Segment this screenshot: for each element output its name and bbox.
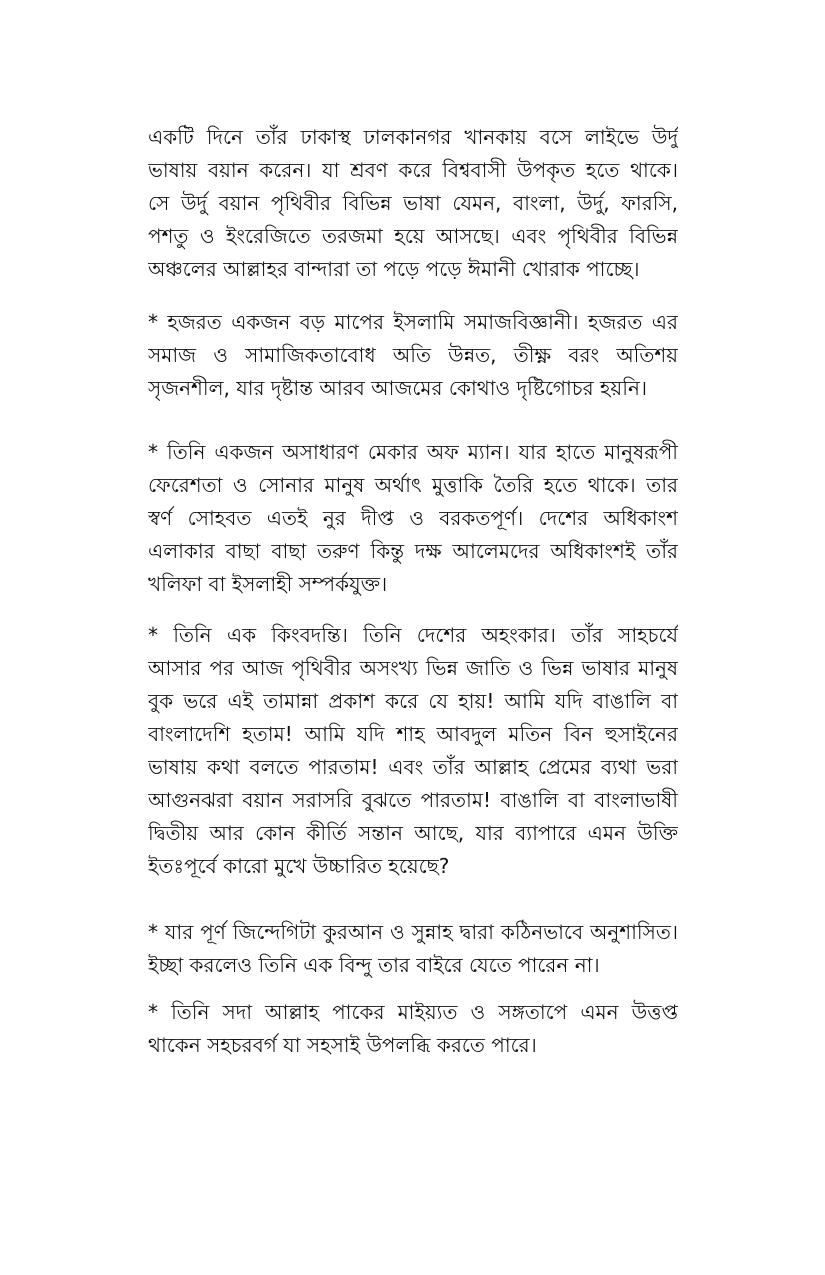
text-line: সমাজ ও সামাজিকতাবোধ অতি উন্নত, তীক্ষ্ণ বরং অতিশয় bbox=[148, 343, 678, 367]
text-line: * যার পূর্ণ জিন্দেগিটা কুরআন ও সুন্নাহ দ্বারা কঠিনভাবে অনুশাসিত। bbox=[148, 920, 678, 944]
text-line: * তিনি এক কিংবদন্তি। তিনি দেশের অহংকার। তাঁর সাহচর্যে bbox=[148, 623, 678, 647]
text-line: খলিফা বা ইসলাহী সম্পর্কযুক্ত। bbox=[148, 572, 388, 596]
text-line: * তিনি একজন অসাধারণ মেকার অফ ম্যান। যার হাতে মানুষরূপী bbox=[148, 440, 678, 464]
text-line: এলাকার বাছা বাছা তরুণ কিন্তু দক্ষ আলেমদের অধিকাংশই তাঁর bbox=[148, 539, 678, 563]
text-line: ইচ্ছা করলেও তিনি এক বিন্দু তার বাইরে যেতে পারেন না। bbox=[148, 953, 600, 977]
text-line: বাংলাদেশি হতাম! আমি যদি শাহ আবদুল মতিন বিন হুসাইনের bbox=[148, 722, 678, 746]
text-line: * তিনি সদা আল্লাহ পাকের মাইয়্যত ও সঙ্গতাপে এমন উত্তপ্ত bbox=[148, 1000, 678, 1024]
text-line: একটি দিনে তাঁর ঢাকাস্থ ঢালকানগর খানকায় বসে লাইভে উর্দু bbox=[148, 125, 678, 149]
paragraph bbox=[148, 306, 678, 405]
text-line: পশতু ও ইংরেজিতে তরজমা হয়ে আসছে। এবং পৃথিবীর বিভিন্ন bbox=[148, 224, 678, 248]
paragraph bbox=[148, 619, 678, 883]
text-line: স্বর্ণ সোহবত এতই নুর দীপ্ত ও বরকতপূর্ণ। দেশের অধিকাংশ bbox=[148, 506, 678, 530]
text-line: দ্বিতীয় আর কোন কীর্তি সন্তান আছে, যার ব্যাপারে এমন উক্তি bbox=[148, 821, 678, 845]
text-line: সৃজনশীল, যার দৃষ্টান্ত আরব আজমের কোথাও দৃষ্টিগোচর হয়নি। bbox=[148, 376, 648, 400]
text-line: ভাষায় কথা বলতে পারতাম! এবং তাঁর আল্লাহ প্রেমের ব্যথা ভরা bbox=[148, 755, 678, 779]
text-line: আসার পর আজ পৃথিবীর অসংখ্য ভিন্ন জাতি ও ভিন্ন ভাষার মানুষ bbox=[148, 656, 678, 680]
text-line: বুক ভরে এই তামান্না প্রকাশ করে যে হায়! আমি যদি বাঙালি বা bbox=[148, 689, 678, 713]
paragraph bbox=[148, 436, 678, 601]
paragraph bbox=[148, 916, 678, 982]
text-line: ভাষায় বয়ান করেন। যা শ্রবণ করে বিশ্ববাসী উপকৃত হতে থাকে। bbox=[148, 158, 678, 182]
text-line: * হজরত একজন বড় মাপের ইসলামি সমাজবিজ্ঞানী। হজরত এর bbox=[148, 310, 678, 334]
text-line: অঞ্চলের আল্লাহর বান্দারা তা পড়ে পড়ে ঈমানী খোরাক পাচ্ছে। bbox=[148, 257, 640, 281]
text-line: সে উর্দু বয়ান পৃথিবীর বিভিন্ন ভাষা যেমন, বাংলা, উর্দু, ফারসি, bbox=[148, 191, 678, 215]
text-line: আগুনঝরা বয়ান সরাসরি বুঝতে পারতাম! বাঙালি বা বাংলাভাষী bbox=[148, 788, 678, 812]
text-line: ফেরেশতা ও সোনার মানুষ অর্থাৎ মুত্তাকি তৈরি হতে থাকে। তার bbox=[148, 473, 678, 497]
paragraph bbox=[148, 121, 678, 286]
paragraph bbox=[148, 996, 678, 1062]
text-line: থাকেন সহচরবর্গ যা সহসাই উপলব্ধি করতে পারে। bbox=[148, 1033, 537, 1057]
text-line: ইতঃপূর্বে কারো মুখে উচ্চারিত হয়েছে? bbox=[148, 854, 450, 878]
